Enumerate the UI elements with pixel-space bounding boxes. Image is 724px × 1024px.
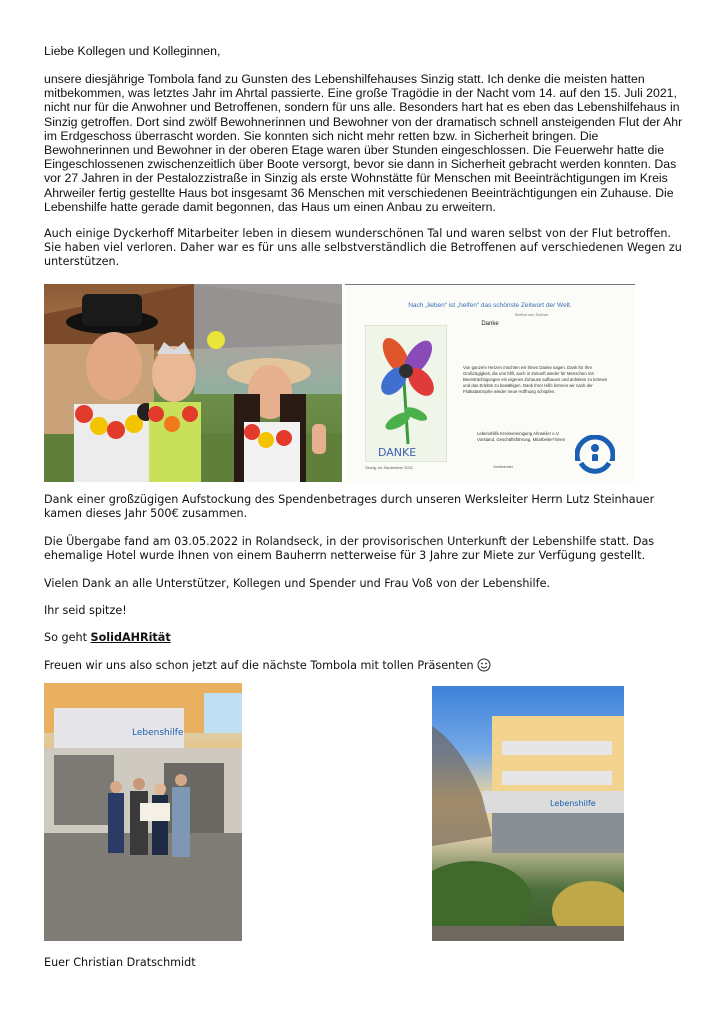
smiley-icon: [477, 658, 491, 672]
solidarity-prefix: So geht: [44, 631, 91, 644]
flower-drawing-icon: [366, 326, 446, 461]
paragraph-outlook: [44, 658, 684, 673]
signoff: Euer Christian Dratschmidt: [44, 956, 196, 969]
card-quote-author: Bertha von Suttner: [515, 312, 549, 317]
solidarity-slogan: SolidAHRität: [90, 631, 171, 644]
paragraph-tombola: unsere diesjährige Tombola fand zu Gunsten des Lebenshilfehauses Sinzig statt. Ich denke die meisten hatten mitbekommen, was letztes Jahr im Ahrtal passierte. Eine große Tragödie in der Nacht vom 14. auf den 15. Juli 2021, nicht nur für die Anwohner und Betroffenen, sondern für uns alle. Besonders hart hat es eben das Lebenshilfehaus in Sinzig getroffen. Dort sind zwölf Bewohnerinnen und Bewohner von der dramatisch schnell ansteigenden Flut der Ahr im Erdgeschoss überrascht worden. Sie konnten sich nicht mehr retten bzw. in Sicherheit bringen. Die Bewohnerinnen und Bewohner in der oberen Etage waren über Stunden eingeschlossen. Die Feuerwehr hatte die Eingeschlossenen zwischenzeitlich über Boote versorgt, bevor sie dann in Sicherheit gebracht werden konnten. Das vor 27 Jahren in der Pestalozzistraße in Sinzig als erste Wohnstätte für Menschen mit Beeinträchtigungen im Kreis Ahrweiler fertig gestellte Haus bot insgesamt 36 Menschen mit verschiedenen Beeinträchtigungen ein Zuhause. Die Lebenshilfe hatte gerade damit begonnen, das Haus um einen Anbau zu erweitern.: [44, 72, 683, 214]
card-headline: Nach „lieben“ ist „helfen“ das schönste Zeitwort der Welt.: [408, 302, 572, 309]
thank-you-card: [345, 284, 635, 483]
paragraph-donation: Dank einer großzügigen Aufstockung des Spendenbetrages durch unseren Werksleiter Herrn Lutz Steinhauer kamen dieses Jahr 500€ zusammen.: [44, 493, 655, 521]
party-photo: [44, 284, 342, 482]
card-title: Danke: [481, 321, 499, 327]
handover-photo: [44, 683, 242, 941]
lebenshilfe-logo-icon: [575, 435, 615, 475]
drawing-text: DANKE: [378, 446, 417, 459]
child-flower-drawing: [365, 325, 447, 462]
card-signature-label: Vorsitzender: [493, 465, 513, 469]
building-sign-text: Lebenshilfe: [550, 799, 596, 808]
paragraph-dyckerhoff: Auch einige Dyckerhoff Mitarbeiter leben in diesem wunderschönen Tal und waren selbst von der Flut betroffen. Sie haben viel verloren. Daher war es für uns alle selbstverständlich die Betroffenen auf verschiedenen Wegen zu unterstützen.: [44, 227, 682, 269]
card-date: Sinzig, im September 2021: [365, 465, 414, 470]
card-org-sub: Vorstand, Geschäftsführung, Mitarbeiter*innen: [477, 437, 566, 442]
outlook-text: Freuen wir uns also schon jetzt auf die nächste Tombola mit tollen Präsenten: [44, 659, 474, 672]
paragraph-praise: Ihr seid spitze!: [44, 604, 127, 617]
card-org-block: [477, 431, 565, 443]
greeting: Liebe Kollegen und Kolleginnen,: [44, 44, 221, 58]
card-org: Lebenshilfe Kreisvereinigung Ahrweiler e.V.: [477, 431, 560, 436]
handover-photo-illustration: [44, 683, 242, 941]
paragraph-handover: Die Übergabe fand am 03.05.2022 in Rolandseck, in der provisorischen Unterkunft der Lebenshilfe statt. Das ehemalige Hotel wurde Ihnen von einem Bauherrn netterweise für 3 Jahre zur Miete zur Verfügung gestellt.: [44, 535, 655, 563]
card-body: Von ganzem Herzen möchten wir Ihnen Danke sagen. Dank für Ihre Großzügigkeit, die uns hilft, auch in Zukunft wieder für Menschen mit Beeinträchtigungen ein eigenes Zuhause aufbauen und anbieten zu können und das Erlebte zu bewältigen. Dank Ihrer Hilfe können wir nach der Flutkatastrophe wieder neue Hoffnung schöpfen.: [463, 365, 608, 394]
party-photo-illustration: [44, 284, 342, 482]
paragraph-thanks: Vielen Dank an alle Unterstützer, Kollegen und Spender und Frau Voß von der Lebenshilfe.: [44, 577, 551, 590]
building-photo: [432, 686, 624, 941]
lebenshilfe-sign-text: Lebenshilfe: [132, 728, 184, 738]
building-photo-illustration: [432, 686, 624, 941]
paragraph-solidarity: [44, 631, 684, 645]
